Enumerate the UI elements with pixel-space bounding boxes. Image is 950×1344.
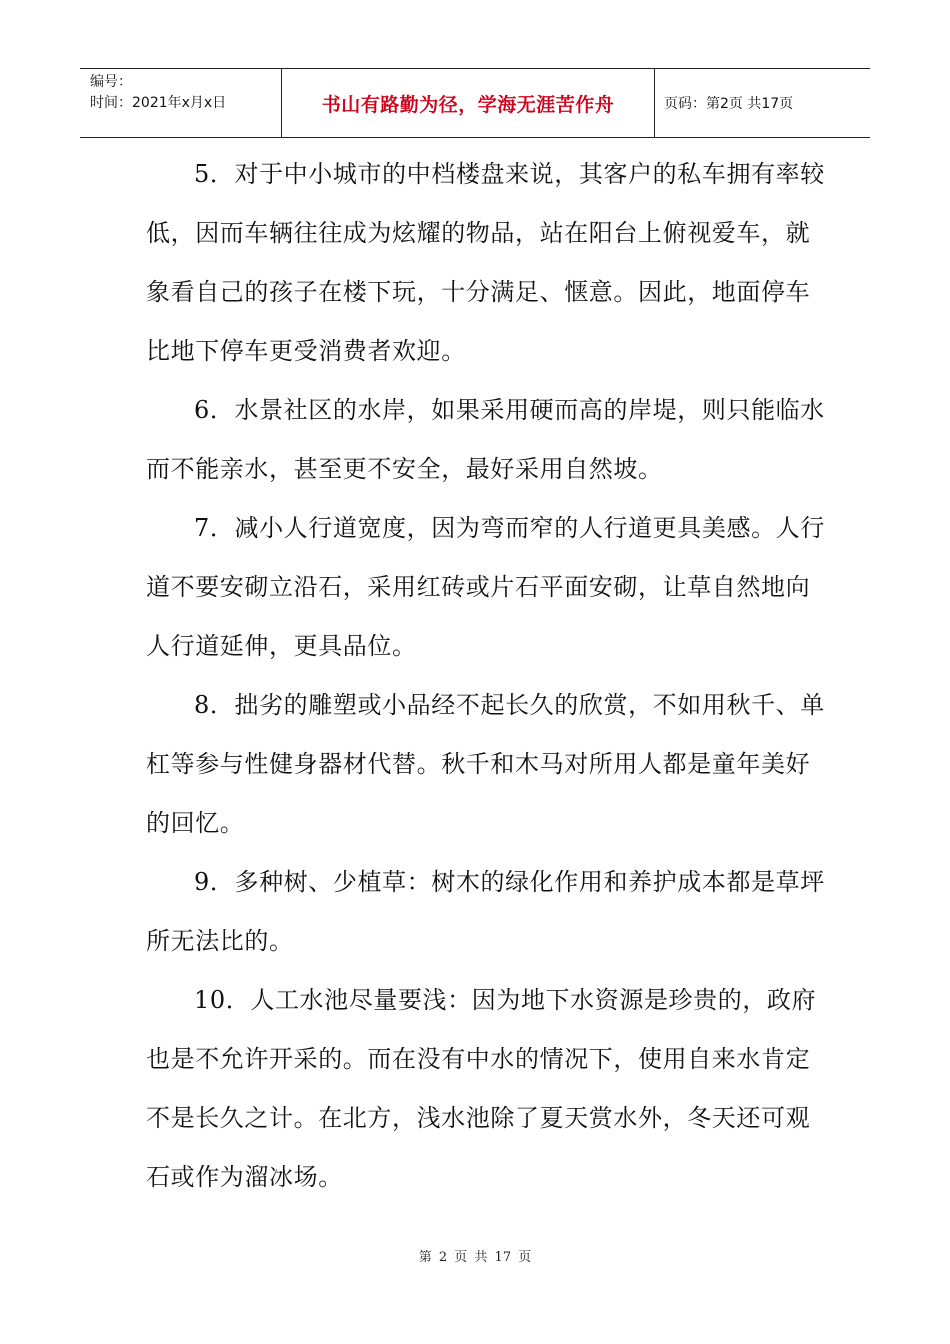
page-header	[80, 68, 870, 138]
header-motto: 书山有路勤为径，学海无涯苦作舟	[282, 69, 655, 137]
document-time-label: 时间：2021年x月x日	[90, 95, 227, 111]
document-body	[146, 145, 826, 1207]
paragraph-item-10: 10．人工水池尽量要浅：因为地下水资源是珍贵的，政府也是不允许开采的。而在没有中水的情况下，使用自来水肯定不是长久之计。在北方，浅水池除了夏天赏水外，冬天还可观石或作为溜冰场。	[146, 986, 817, 1191]
paragraph-item-5: 5．对于中小城市的中档楼盘来说，其客户的私车拥有率较低，因而车辆往往成为炫耀的物品，站在阳台上俯视爱车，就象看自己的孩子在楼下玩，十分满足、惬意。因此，地面停车比地下停车更受消费者欢迎。	[146, 160, 825, 365]
paragraph-item-9: 9．多种树、少植草：树木的绿化作用和养护成本都是草坪所无法比的。	[146, 868, 825, 955]
document-number-label: 编号：	[90, 74, 132, 90]
page-footer: 第 2 页 共 17 页	[418, 1250, 532, 1265]
paragraph-item-8: 8．拙劣的雕塑或小品经不起长久的欣赏，不如用秋千、单杠等参与性健身器材代替。秋千和木马对所用人都是童年美好的回忆。	[146, 691, 825, 837]
header-page-info: 页码：第2页 共17页	[664, 96, 794, 112]
paragraph-item-6: 6．水景社区的水岸，如果采用硬而高的岸堤，则只能临水而不能亲水，甚至更不安全，最好采用自然坡。	[146, 396, 825, 483]
paragraph-item-7: 7．减小人行道宽度，因为弯而窄的人行道更具美感。人行道不要安砌立沿石，采用红砖或片石平面安砌，让草自然地向人行道延伸，更具品位。	[146, 514, 825, 660]
header-meta-cell	[80, 69, 282, 137]
